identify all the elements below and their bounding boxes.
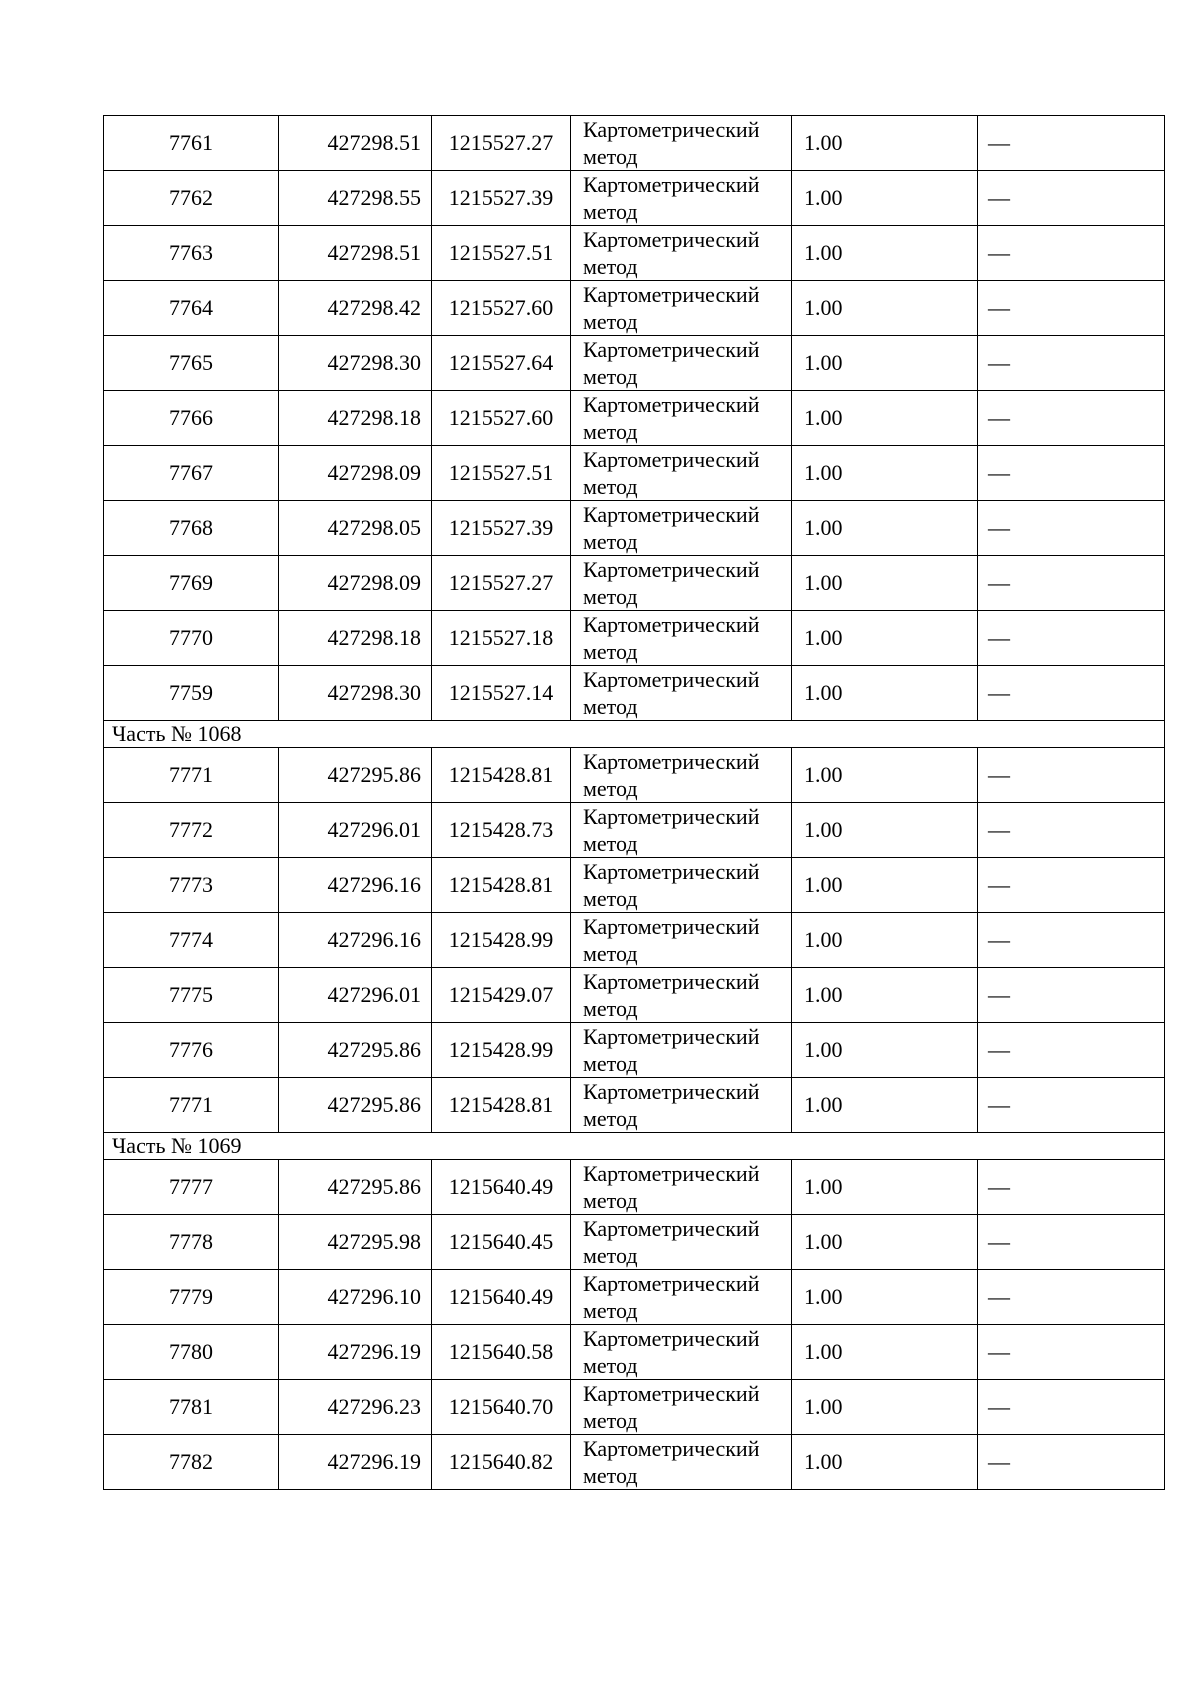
method-text-line-1: Картометрический <box>583 337 760 362</box>
accuracy-cell: 1.00 <box>792 858 978 913</box>
x-coordinate-cell: 427298.09 <box>279 556 432 611</box>
description-cell: — <box>978 226 1165 281</box>
description-cell: — <box>978 1380 1165 1435</box>
point-number-cell: 7764 <box>104 281 279 336</box>
method-text-line-2: метод <box>583 1298 638 1323</box>
method-text-line-2: метод <box>583 941 638 966</box>
accuracy-cell: 1.00 <box>792 913 978 968</box>
method-cell <box>571 336 792 391</box>
method-text-line-2: метод <box>583 144 638 169</box>
accuracy-cell: 1.00 <box>792 1160 978 1215</box>
x-coordinate-cell: 427295.98 <box>279 1215 432 1270</box>
y-coordinate-cell: 1215640.70 <box>432 1380 571 1435</box>
method-text-line-2: метод <box>583 1243 638 1268</box>
method-text-line-2: метод <box>583 1408 638 1433</box>
method-cell <box>571 1325 792 1380</box>
table-row <box>104 1215 1165 1270</box>
method-text-line-1: Картометрический <box>583 502 760 527</box>
y-coordinate-cell: 1215527.64 <box>432 336 571 391</box>
method-text-line-2: метод <box>583 364 638 389</box>
point-number-cell: 7774 <box>104 913 279 968</box>
point-number-cell: 7781 <box>104 1380 279 1435</box>
method-text-line-1: Картометрический <box>583 804 760 829</box>
method-text-line-2: метод <box>583 1188 638 1213</box>
point-number-cell: 7782 <box>104 1435 279 1490</box>
x-coordinate-cell: 427295.86 <box>279 1078 432 1133</box>
method-cell <box>571 171 792 226</box>
description-cell: — <box>978 1435 1165 1490</box>
y-coordinate-cell: 1215428.73 <box>432 803 571 858</box>
point-number-cell: 7761 <box>104 116 279 171</box>
y-coordinate-cell: 1215640.49 <box>432 1160 571 1215</box>
y-coordinate-cell: 1215527.18 <box>432 611 571 666</box>
method-cell <box>571 1215 792 1270</box>
method-cell <box>571 1160 792 1215</box>
method-cell <box>571 1078 792 1133</box>
x-coordinate-cell: 427296.16 <box>279 858 432 913</box>
coordinates-table <box>103 115 1165 1490</box>
coordinates-table-body <box>104 116 1165 1490</box>
description-cell: — <box>978 281 1165 336</box>
x-coordinate-cell: 427295.86 <box>279 748 432 803</box>
y-coordinate-cell: 1215527.14 <box>432 666 571 721</box>
x-coordinate-cell: 427295.86 <box>279 1023 432 1078</box>
x-coordinate-cell: 427298.05 <box>279 501 432 556</box>
y-coordinate-cell: 1215527.39 <box>432 501 571 556</box>
table-row <box>104 666 1165 721</box>
point-number-cell: 7759 <box>104 666 279 721</box>
y-coordinate-cell: 1215428.99 <box>432 1023 571 1078</box>
method-text-line-1: Картометрический <box>583 1436 760 1461</box>
description-cell: — <box>978 913 1165 968</box>
point-number-cell: 7779 <box>104 1270 279 1325</box>
point-number-cell: 7772 <box>104 803 279 858</box>
point-number-cell: 7765 <box>104 336 279 391</box>
description-cell: — <box>978 1160 1165 1215</box>
table-row <box>104 336 1165 391</box>
description-cell: — <box>978 116 1165 171</box>
point-number-cell: 7767 <box>104 446 279 501</box>
accuracy-cell: 1.00 <box>792 1380 978 1435</box>
x-coordinate-cell: 427298.42 <box>279 281 432 336</box>
x-coordinate-cell: 427296.19 <box>279 1325 432 1380</box>
y-coordinate-cell: 1215640.49 <box>432 1270 571 1325</box>
accuracy-cell: 1.00 <box>792 1078 978 1133</box>
x-coordinate-cell: 427298.51 <box>279 116 432 171</box>
accuracy-cell: 1.00 <box>792 803 978 858</box>
table-row <box>104 1435 1165 1490</box>
description-cell: — <box>978 391 1165 446</box>
method-cell <box>571 913 792 968</box>
method-text-line-1: Картометрический <box>583 447 760 472</box>
x-coordinate-cell: 427296.01 <box>279 803 432 858</box>
y-coordinate-cell: 1215527.27 <box>432 556 571 611</box>
method-text-line-1: Картометрический <box>583 969 760 994</box>
method-cell <box>571 556 792 611</box>
x-coordinate-cell: 427298.18 <box>279 391 432 446</box>
method-text-line-2: метод <box>583 1463 638 1488</box>
x-coordinate-cell: 427296.10 <box>279 1270 432 1325</box>
table-row <box>104 281 1165 336</box>
table-row <box>104 968 1165 1023</box>
table-row <box>104 1380 1165 1435</box>
accuracy-cell: 1.00 <box>792 226 978 281</box>
method-text-line-1: Картометрический <box>583 859 760 884</box>
table-row <box>104 556 1165 611</box>
accuracy-cell: 1.00 <box>792 281 978 336</box>
accuracy-cell: 1.00 <box>792 748 978 803</box>
method-text-line-1: Картометрический <box>583 749 760 774</box>
description-cell: — <box>978 748 1165 803</box>
accuracy-cell: 1.00 <box>792 116 978 171</box>
y-coordinate-cell: 1215527.51 <box>432 446 571 501</box>
x-coordinate-cell: 427295.86 <box>279 1160 432 1215</box>
point-number-cell: 7771 <box>104 748 279 803</box>
description-cell: — <box>978 556 1165 611</box>
method-cell <box>571 611 792 666</box>
y-coordinate-cell: 1215527.51 <box>432 226 571 281</box>
method-text-line-1: Картометрический <box>583 1079 760 1104</box>
y-coordinate-cell: 1215428.81 <box>432 858 571 913</box>
accuracy-cell: 1.00 <box>792 1023 978 1078</box>
method-cell <box>571 501 792 556</box>
point-number-cell: 7773 <box>104 858 279 913</box>
y-coordinate-cell: 1215640.45 <box>432 1215 571 1270</box>
method-cell <box>571 858 792 913</box>
table-row <box>104 171 1165 226</box>
method-text-line-1: Картометрический <box>583 1024 760 1049</box>
method-text-line-1: Картометрический <box>583 172 760 197</box>
x-coordinate-cell: 427298.55 <box>279 171 432 226</box>
section-heading-row <box>104 721 1165 748</box>
accuracy-cell: 1.00 <box>792 1325 978 1380</box>
y-coordinate-cell: 1215527.60 <box>432 281 571 336</box>
y-coordinate-cell: 1215428.99 <box>432 913 571 968</box>
x-coordinate-cell: 427296.01 <box>279 968 432 1023</box>
method-text-line-1: Картометрический <box>583 1326 760 1351</box>
point-number-cell: 7776 <box>104 1023 279 1078</box>
table-row <box>104 1078 1165 1133</box>
x-coordinate-cell: 427298.09 <box>279 446 432 501</box>
description-cell: — <box>978 1325 1165 1380</box>
method-text-line-1: Картометрический <box>583 914 760 939</box>
x-coordinate-cell: 427296.23 <box>279 1380 432 1435</box>
method-text-line-2: метод <box>583 1051 638 1076</box>
method-text-line-2: метод <box>583 694 638 719</box>
table-row <box>104 913 1165 968</box>
method-cell <box>571 446 792 501</box>
accuracy-cell: 1.00 <box>792 1270 978 1325</box>
accuracy-cell: 1.00 <box>792 556 978 611</box>
method-text-line-2: метод <box>583 529 638 554</box>
point-number-cell: 7769 <box>104 556 279 611</box>
point-number-cell: 7778 <box>104 1215 279 1270</box>
method-text-line-1: Картометрический <box>583 1216 760 1241</box>
method-text-line-1: Картометрический <box>583 227 760 252</box>
table-row <box>104 226 1165 281</box>
method-text-line-2: метод <box>583 1353 638 1378</box>
method-text-line-2: метод <box>583 309 638 334</box>
method-text-line-1: Картометрический <box>583 667 760 692</box>
accuracy-cell: 1.00 <box>792 968 978 1023</box>
method-text-line-1: Картометрический <box>583 1161 760 1186</box>
accuracy-cell: 1.00 <box>792 336 978 391</box>
accuracy-cell: 1.00 <box>792 1215 978 1270</box>
table-row <box>104 1270 1165 1325</box>
section-heading: Часть № 1068 <box>104 721 1165 748</box>
method-text-line-2: метод <box>583 419 638 444</box>
description-cell: — <box>978 666 1165 721</box>
method-cell <box>571 1380 792 1435</box>
y-coordinate-cell: 1215428.81 <box>432 1078 571 1133</box>
point-number-cell: 7763 <box>104 226 279 281</box>
description-cell: — <box>978 336 1165 391</box>
table-row <box>104 858 1165 913</box>
accuracy-cell: 1.00 <box>792 171 978 226</box>
method-text-line-1: Картометрический <box>583 282 760 307</box>
method-text-line-2: метод <box>583 1106 638 1131</box>
method-text-line-2: метод <box>583 776 638 801</box>
method-text-line-1: Картометрический <box>583 117 760 142</box>
table-row <box>104 1023 1165 1078</box>
y-coordinate-cell: 1215527.60 <box>432 391 571 446</box>
description-cell: — <box>978 1270 1165 1325</box>
description-cell: — <box>978 501 1165 556</box>
x-coordinate-cell: 427296.19 <box>279 1435 432 1490</box>
point-number-cell: 7771 <box>104 1078 279 1133</box>
method-cell <box>571 1023 792 1078</box>
method-text-line-1: Картометрический <box>583 1271 760 1296</box>
description-cell: — <box>978 803 1165 858</box>
description-cell: — <box>978 858 1165 913</box>
accuracy-cell: 1.00 <box>792 391 978 446</box>
method-text-line-1: Картометрический <box>583 392 760 417</box>
accuracy-cell: 1.00 <box>792 666 978 721</box>
x-coordinate-cell: 427298.30 <box>279 666 432 721</box>
description-cell: — <box>978 611 1165 666</box>
table-row <box>104 116 1165 171</box>
description-cell: — <box>978 1215 1165 1270</box>
y-coordinate-cell: 1215640.58 <box>432 1325 571 1380</box>
y-coordinate-cell: 1215527.39 <box>432 171 571 226</box>
method-text-line-2: метод <box>583 474 638 499</box>
method-cell <box>571 666 792 721</box>
section-heading-row <box>104 1133 1165 1160</box>
table-row <box>104 611 1165 666</box>
method-text-line-2: метод <box>583 254 638 279</box>
method-cell <box>571 116 792 171</box>
method-cell <box>571 803 792 858</box>
accuracy-cell: 1.00 <box>792 1435 978 1490</box>
x-coordinate-cell: 427298.18 <box>279 611 432 666</box>
table-row <box>104 446 1165 501</box>
method-text-line-1: Картометрический <box>583 612 760 637</box>
point-number-cell: 7762 <box>104 171 279 226</box>
method-text-line-2: метод <box>583 584 638 609</box>
description-cell: — <box>978 1078 1165 1133</box>
accuracy-cell: 1.00 <box>792 611 978 666</box>
table-row <box>104 501 1165 556</box>
point-number-cell: 7768 <box>104 501 279 556</box>
method-text-line-2: метод <box>583 996 638 1021</box>
method-text-line-2: метод <box>583 639 638 664</box>
description-cell: — <box>978 1023 1165 1078</box>
section-heading: Часть № 1069 <box>104 1133 1165 1160</box>
method-cell <box>571 968 792 1023</box>
x-coordinate-cell: 427298.30 <box>279 336 432 391</box>
table-row <box>104 391 1165 446</box>
point-number-cell: 7775 <box>104 968 279 1023</box>
point-number-cell: 7766 <box>104 391 279 446</box>
accuracy-cell: 1.00 <box>792 501 978 556</box>
point-number-cell: 7780 <box>104 1325 279 1380</box>
method-cell <box>571 226 792 281</box>
description-cell: — <box>978 446 1165 501</box>
method-text-line-2: метод <box>583 199 638 224</box>
method-cell <box>571 1435 792 1490</box>
method-text-line-2: метод <box>583 831 638 856</box>
point-number-cell: 7770 <box>104 611 279 666</box>
table-row <box>104 748 1165 803</box>
method-cell <box>571 1270 792 1325</box>
table-row <box>104 1160 1165 1215</box>
method-cell <box>571 281 792 336</box>
y-coordinate-cell: 1215428.81 <box>432 748 571 803</box>
y-coordinate-cell: 1215527.27 <box>432 116 571 171</box>
method-text-line-1: Картометрический <box>583 557 760 582</box>
x-coordinate-cell: 427296.16 <box>279 913 432 968</box>
y-coordinate-cell: 1215640.82 <box>432 1435 571 1490</box>
method-text-line-2: метод <box>583 886 638 911</box>
table-row <box>104 1325 1165 1380</box>
y-coordinate-cell: 1215429.07 <box>432 968 571 1023</box>
table-row <box>104 803 1165 858</box>
description-cell: — <box>978 968 1165 1023</box>
accuracy-cell: 1.00 <box>792 446 978 501</box>
method-text-line-1: Картометрический <box>583 1381 760 1406</box>
x-coordinate-cell: 427298.51 <box>279 226 432 281</box>
method-cell <box>571 391 792 446</box>
method-cell <box>571 748 792 803</box>
description-cell: — <box>978 171 1165 226</box>
point-number-cell: 7777 <box>104 1160 279 1215</box>
